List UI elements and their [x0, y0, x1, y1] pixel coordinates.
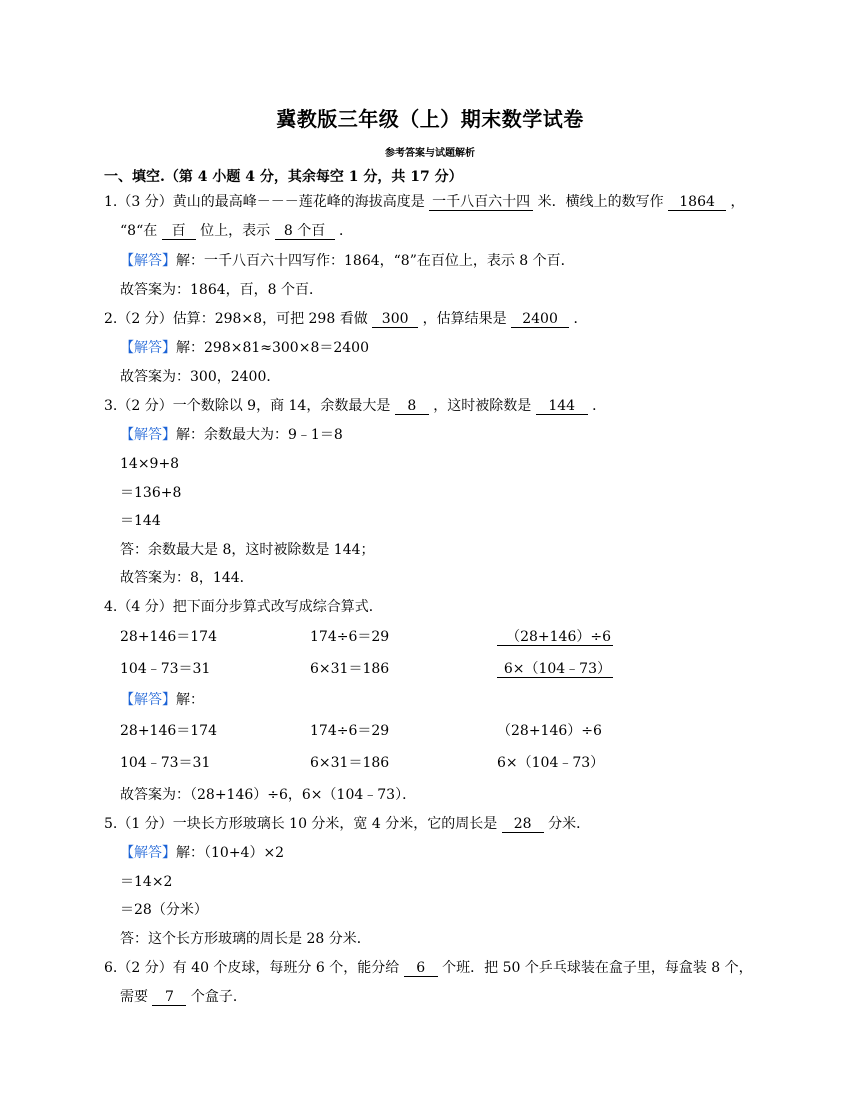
q3-answer-1: 8 — [395, 398, 429, 415]
q1-answer-4: 8 个百 — [275, 223, 335, 240]
q3-solution: 【解答】解：余数最大为：9﹣1＝8 — [120, 427, 343, 443]
q4-step-cell: 6×31＝186 — [310, 661, 390, 677]
q6-stem-2: 需要 7 个盒子． — [120, 989, 247, 1005]
q3-final: 故答案为：8，144． — [120, 570, 254, 586]
q4-step-cell: 104﹣73＝31 — [120, 661, 211, 677]
q3-step-1: 14×9+8 — [120, 456, 180, 472]
section-heading: 一、填空.（第 4 小题 4 分，其余每空 1 分，共 17 分） — [104, 169, 463, 185]
q6-answer-2: 7 — [152, 989, 186, 1006]
q2-stem: 2.（2 分）估算：298×8，可把 298 看做 300 ，估算结果是 2400 ． — [104, 311, 588, 327]
solution-tag: 【解答】 — [120, 340, 176, 356]
q1-final: 故答案为：1864，百，8 个百． — [120, 282, 323, 298]
q3-step-4: 答：余数最大是 8，这时被除数是 144； — [120, 542, 375, 558]
q4-solution-cell: 28+146＝174 — [120, 723, 217, 739]
q4-final: 故答案为：（28+146）÷6，6×（104﹣73）． — [120, 787, 417, 803]
q4-solution-cell: （28+146）÷6 — [497, 723, 602, 739]
q4-solution-cell: 174÷6＝29 — [310, 723, 390, 739]
q2-answer-1: 300 — [372, 311, 418, 328]
q5-solution: 【解答】解：（10+4）×2 — [120, 845, 285, 861]
q2-final: 故答案为：300，2400． — [120, 369, 281, 385]
q4-solution-cell: 6×31＝186 — [310, 755, 390, 771]
q4-solution: 【解答】解： — [120, 692, 204, 708]
q4-answer-1: （28+146）÷6 — [497, 629, 613, 646]
q1-answer-1: 一千八百六十四 — [429, 194, 533, 211]
q2-answer-2: 2400 — [511, 311, 569, 328]
q2-solution: 【解答】解：298×81≈300×8＝2400 — [120, 340, 369, 356]
q4-step-cell: 174÷6＝29 — [310, 629, 390, 645]
q3-answer-2: 144 — [536, 398, 588, 415]
q3-stem: 3.（2 分）一个数除以 9，商 14，余数最大是 8 ，这时被除数是 144 ． — [104, 398, 607, 414]
q5-step-3: 答：这个长方形玻璃的周长是 28 分米． — [120, 931, 371, 947]
q5-stem: 5.（1 分）一块长方形玻璃长 10 分米，宽 4 分米，它的周长是 28 分米． — [104, 816, 591, 832]
page-subtitle: 参考答案与试题解析 — [385, 148, 475, 159]
q3-step-3: ＝144 — [120, 513, 161, 529]
q1-solution: 【解答】解：一千八百六十四写作：1864，“8”在百位上，表示 8 个百． — [120, 253, 575, 269]
page-title: 冀教版三年级（上）期末数学试卷 — [276, 107, 584, 131]
q4-stem: 4.（4 分）把下面分步算式改写成综合算式． — [104, 599, 383, 615]
q6-answer-1: 6 — [404, 960, 438, 977]
q4-step-cell: 28+146＝174 — [120, 629, 217, 645]
solution-tag: 【解答】 — [120, 845, 176, 861]
q4-solution-cell: 6×（104﹣73） — [497, 755, 605, 771]
q5-step-1: ＝14×2 — [120, 874, 173, 890]
q3-step-2: ＝136+8 — [120, 485, 182, 501]
q1-answer-2: 1864 — [668, 194, 726, 211]
solution-tag: 【解答】 — [120, 253, 176, 269]
q1-answer-3: 百 — [162, 223, 196, 240]
q1-stem: 1.（3 分）黄山的最高峰－－－莲花峰的海拔高度是 一千八百六十四 米．横线上的数写作 1864 ， — [104, 194, 745, 210]
q4-solution-cell: 104﹣73＝31 — [120, 755, 211, 771]
solution-tag: 【解答】 — [120, 427, 176, 443]
q5-answer-1: 28 — [502, 816, 544, 833]
q4-answer-2: 6×（104﹣73） — [497, 661, 613, 678]
q5-step-2: ＝28（分米） — [120, 902, 208, 918]
q6-stem: 6.（2 分）有 40 个皮球，每班分 6 个，能分给 6 个班．把 50 个乒乓球装在盒子里，每盒装 8 个， — [104, 960, 753, 976]
solution-tag: 【解答】 — [120, 692, 176, 708]
q1-stem-2: “8“在 百 位上，表示 8 个百 ． — [120, 223, 354, 239]
